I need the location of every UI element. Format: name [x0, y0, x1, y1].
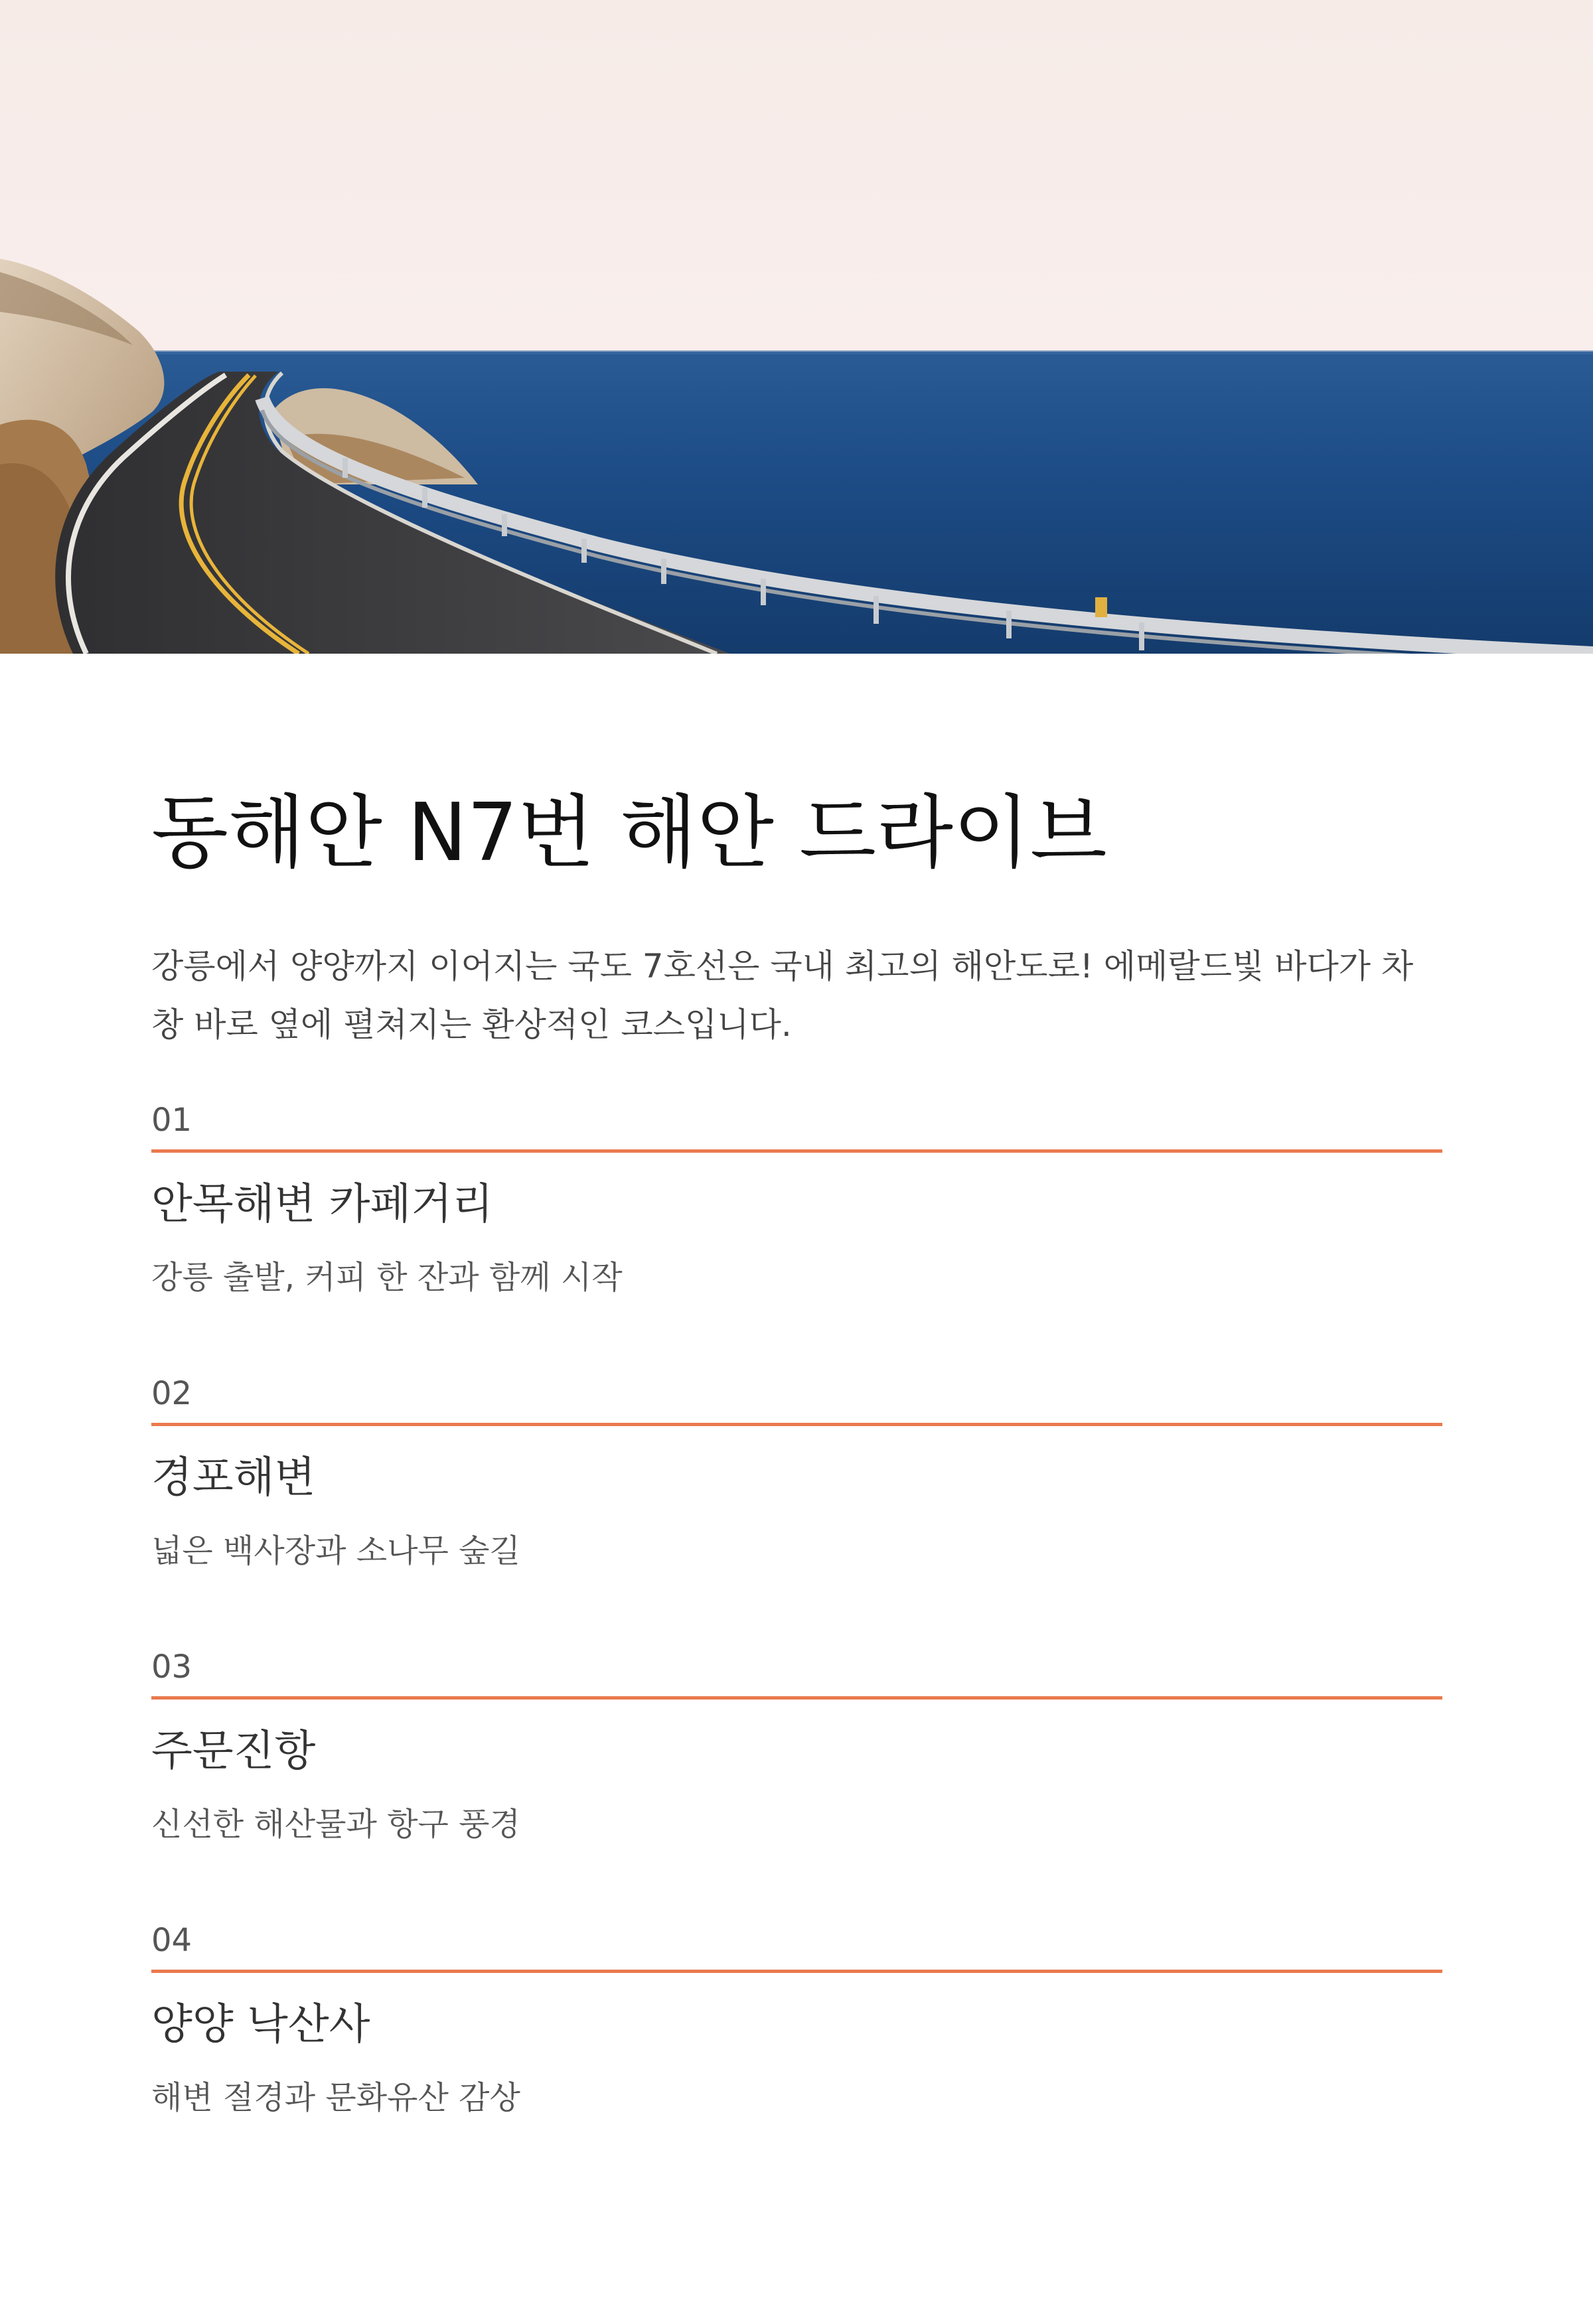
divider	[151, 1696, 1442, 1700]
stop-number: 04	[151, 1922, 192, 1959]
stop-item	[151, 1374, 1442, 1647]
coastal-road-photo	[0, 0, 1593, 654]
page-title: 동해안 N7번 해안 드라이브	[151, 787, 1107, 879]
main-content	[151, 787, 1442, 2194]
stop-number: 01	[151, 1102, 192, 1139]
hero-image	[0, 0, 1593, 654]
stop-item	[151, 1921, 1442, 2194]
stop-number: 02	[151, 1375, 192, 1412]
divider	[151, 1423, 1442, 1426]
stop-description: 넓은 백사장과 소나무 숲길	[151, 1532, 520, 1569]
stop-name: 경포해변	[151, 1453, 316, 1502]
stop-item	[151, 1647, 1442, 1921]
stop-name: 안목해변 카페거리	[151, 1180, 493, 1229]
stop-name: 주문진항	[151, 1727, 316, 1776]
stop-description: 해변 절경과 문화유산 감상	[151, 2079, 520, 2116]
stop-number: 03	[151, 1648, 192, 1686]
stop-description: 신선한 해산물과 항구 풍경	[151, 1806, 520, 1843]
stop-name: 양양 낙산사	[151, 2000, 370, 2049]
stop-description: 강릉 출발, 커피 한 잔과 함께 시작	[151, 1259, 623, 1296]
intro-paragraph: 강릉에서 양양까지 이어지는 국도 7호선은 국내 최고의 해안도로! 에메랄드빛 바다가 차창 바로 옆에 펼쳐지는 환상적인 코스입니다.	[151, 947, 1414, 1044]
divider	[151, 1970, 1442, 1973]
stop-item	[151, 1100, 1442, 1374]
divider	[151, 1149, 1442, 1153]
